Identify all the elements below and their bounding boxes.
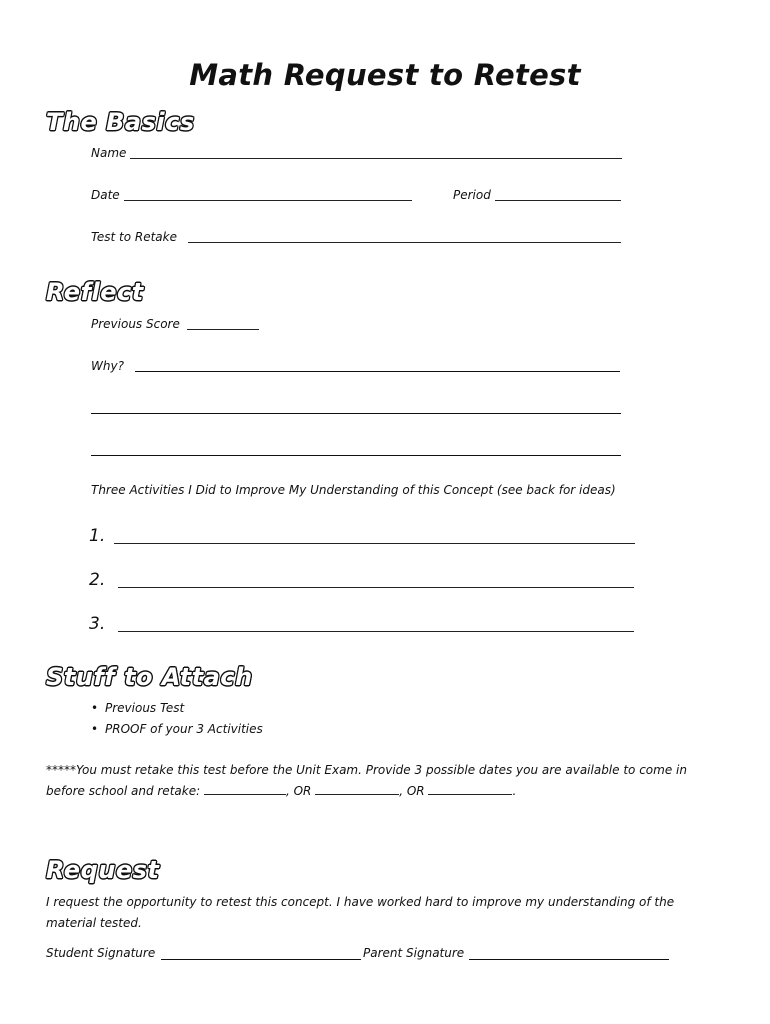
- bullet-icon: •: [91, 701, 99, 715]
- period-label: Period: [453, 188, 491, 202]
- list-item: • Previous Test: [91, 698, 263, 719]
- why-field-line-3[interactable]: [91, 455, 621, 456]
- request-statement: I request the opportunity to retest this concept. I have worked hard to improve my understanding of the material tested.: [46, 895, 675, 930]
- section-heading-reflect: Reflect: [46, 278, 144, 306]
- date-field[interactable]: [124, 200, 412, 201]
- student-signature-label: Student Signature: [46, 946, 156, 960]
- retake-date-field-2[interactable]: [315, 782, 399, 795]
- retake-date-field-1[interactable]: [204, 782, 286, 795]
- date-label: Date: [91, 188, 120, 202]
- activity-field-1[interactable]: [114, 543, 635, 544]
- name-field[interactable]: [130, 158, 622, 159]
- parent-signature-label: Parent Signature: [363, 946, 465, 960]
- parent-signature-field[interactable]: [469, 959, 669, 960]
- attach-list: [91, 698, 263, 740]
- why-field-line-2[interactable]: [91, 413, 621, 414]
- bullet-icon: •: [91, 722, 99, 736]
- activity-number-3: 3.: [89, 614, 106, 634]
- section-heading-request: Request: [46, 856, 160, 884]
- why-label: Why?: [91, 359, 124, 373]
- retake-note-line-1: *****You must retake this test before the Unit Exam. Provide 3 possible dates you are available to come in: [46, 763, 687, 777]
- list-item: • PROOF of your 3 Activities: [91, 719, 263, 740]
- why-field-line-1[interactable]: [135, 371, 620, 372]
- name-label: Name: [91, 146, 127, 160]
- test-to-retake-label: Test to Retake: [91, 230, 177, 244]
- section-heading-attach: Stuff to Attach: [46, 663, 253, 691]
- page-title: Math Request to Retest: [189, 58, 581, 92]
- previous-score-field[interactable]: [187, 329, 259, 330]
- test-to-retake-field[interactable]: [188, 242, 621, 243]
- retake-note-line-2: before school and retake: , OR , OR .: [46, 784, 517, 798]
- previous-score-label: Previous Score: [91, 317, 180, 331]
- retake-date-field-3[interactable]: [428, 782, 512, 795]
- period-field[interactable]: [495, 200, 621, 201]
- student-signature-field[interactable]: [161, 959, 361, 960]
- activity-number-2: 2.: [89, 570, 106, 590]
- activity-number-1: 1.: [89, 526, 106, 546]
- activities-label: Three Activities I Did to Improve My Understanding of this Concept (see back for ideas): [91, 483, 616, 497]
- section-heading-basics: The Basics: [46, 108, 195, 136]
- activity-field-2[interactable]: [118, 587, 634, 588]
- activity-field-3[interactable]: [118, 631, 634, 632]
